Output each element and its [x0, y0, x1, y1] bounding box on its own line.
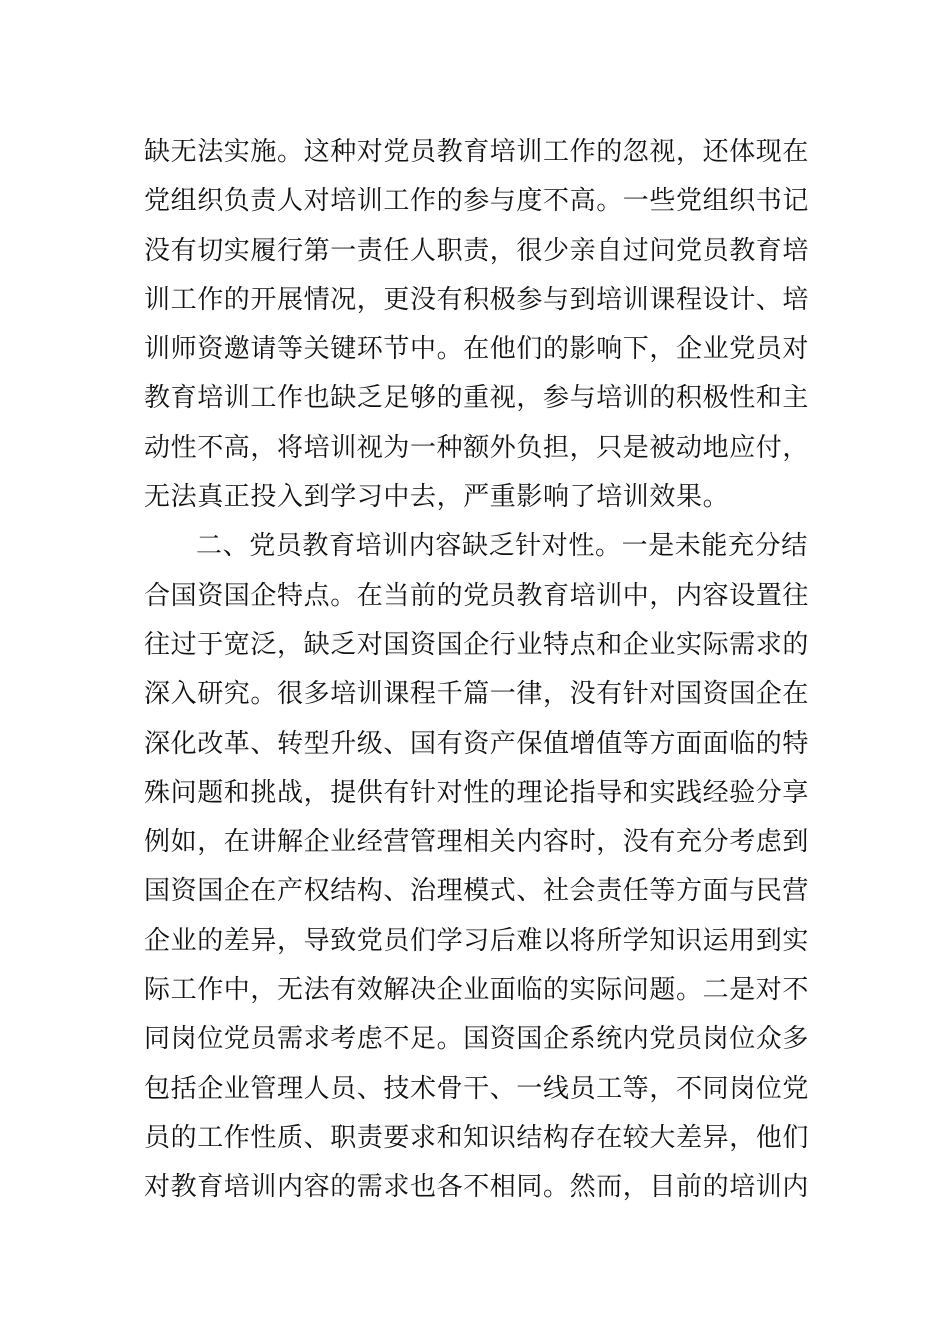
- text-line: 训工作的开展情况，更没有积极参与到培训课程设计、培: [144, 284, 810, 315]
- text-line: 国资国企在产权结构、治理模式、社会责任等方面与民营: [144, 876, 810, 907]
- text-line: 深化改革、转型升级、国有资产保值增值等方面面临的特: [144, 728, 810, 759]
- text-line: 企业的差异，导致党员们学习后难以将所学知识运用到实: [144, 925, 810, 956]
- text-line: 员的工作性质、职责要求和知识结构存在较大差异，他们: [144, 1122, 810, 1153]
- text-line: 无法真正投入到学习中去，严重影响了培训效果。: [144, 482, 730, 513]
- text-line: 动性不高，将培训视为一种额外负担，只是被动地应付，: [144, 432, 810, 463]
- text-line: 往过于宽泛，缺乏对国资国企行业特点和企业实际需求的: [144, 629, 810, 660]
- section-heading-line: 二、党员教育培训内容缺乏针对性。一是未能充分结: [196, 531, 808, 562]
- body-text: [144, 128, 814, 1213]
- text-line: 际工作中，无法有效解决企业面临的实际问题。二是对不: [144, 975, 810, 1006]
- text-line: 训师资邀请等关键环节中。在他们的影响下，企业党员对: [144, 334, 810, 365]
- text-line: 对教育培训内容的需求也各不相同。然而，目前的培训内: [144, 1172, 810, 1203]
- text-line: 例如，在讲解企业经营管理相关内容时，没有充分考虑到: [144, 827, 810, 858]
- text-line: 同岗位党员需求考虑不足。国资国企系统内党员岗位众多: [144, 1024, 810, 1055]
- text-line: 殊问题和挑战，提供有针对性的理论指导和实践经验分享: [144, 777, 810, 808]
- text-line: 合国资国企特点。在当前的党员教育培训中，内容设置往: [144, 580, 810, 611]
- text-line: 深入研究。很多培训课程千篇一律，没有针对国资国企在: [144, 679, 810, 710]
- text-line: 缺无法实施。这种对党员教育培训工作的忽视，还体现在: [144, 137, 810, 167]
- text-line: 包括企业管理人员、技术骨干、一线员工等，不同岗位党: [144, 1073, 810, 1104]
- text-line: 没有切实履行第一责任人职责，很少亲自过问党员教育培: [144, 235, 810, 266]
- text-line: 党组织负责人对培训工作的参与度不高。一些党组织书记: [144, 186, 810, 217]
- text-line: 教育培训工作也缺乏足够的重视，参与培训的积极性和主: [144, 383, 810, 414]
